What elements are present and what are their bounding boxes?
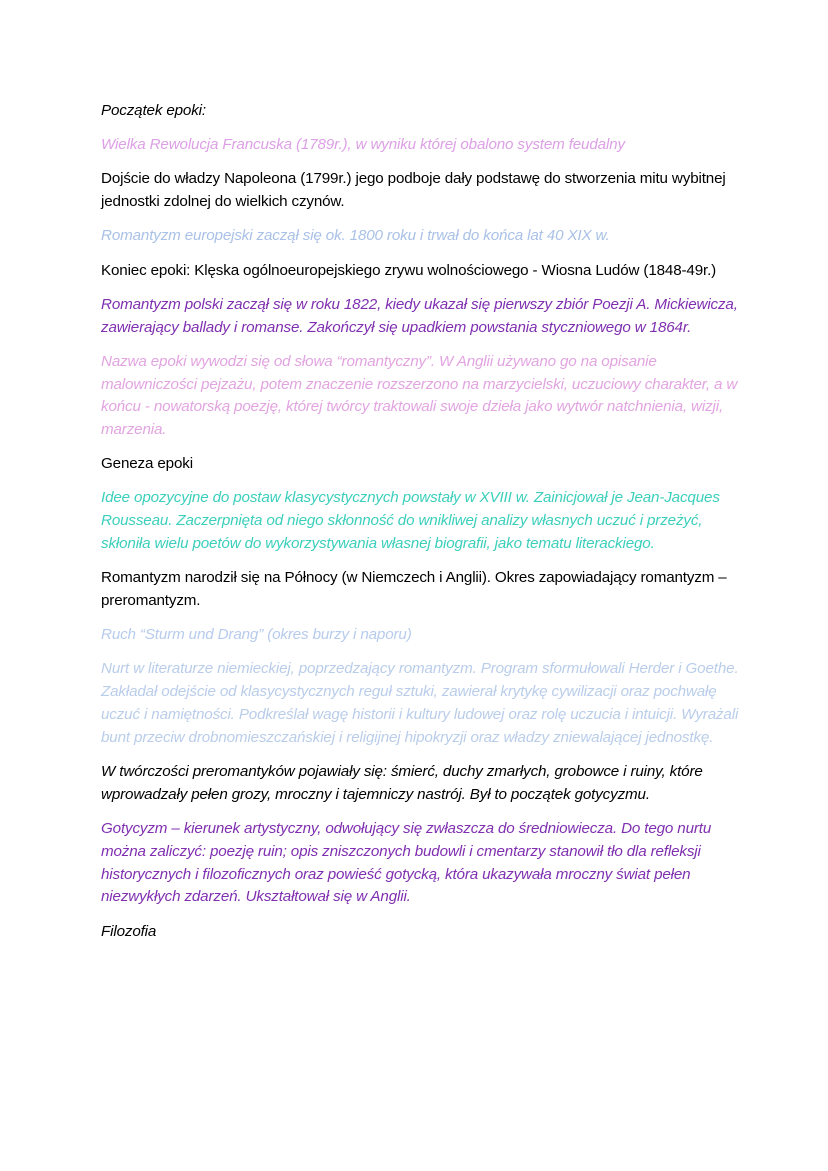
paragraph-nazwa-epoki: Nazwa epoki wywodzi się od słowa “romantyczny”. W Anglii używano go na opisanie malowniczości pejzażu, potem znaczenie rozszerzono na marzycielski, uczuciowy charakter, a w końcu - nowatorską poezję, której twórcy traktowali swoje dzieła jako wytwór natchnienia, wizji, marzenia. xyxy=(101,352,738,439)
paragraph-rewolucja: Wielka Rewolucja Francuska (1789r.), w wyniku której obalono system feudalny xyxy=(101,136,625,154)
paragraph-gotycyzm: Gotycyzm – kierunek artystyczny, odwołujący się zwłaszcza do średniowiecza. Do tego nurtu można zaliczyć: poezję ruin; opis zniszczonych budowli i cmentarzy stanowił tło dla refleksji historycznych i filozoficznych oraz powieść gotycką, która ukazywała mroczny świat pełen niezwykłych zdarzeń. Ukształtował się w Anglii. xyxy=(101,820,712,906)
paragraph-preromantycy: W twórczości preromantyków pojawiały się: śmierć, duchy zmarłych, grobowce i ruiny, które wprowadzały pełen grozy, mroczny i tajemniczy nastrój. Był to początek gotycyzmu. xyxy=(101,763,703,803)
document-page xyxy=(101,100,741,955)
paragraph-romantyzm-polski: Romantyzm polski zaczął się w roku 1822, kiedy ukazał się pierwszy zbiór Poezji A. Mickiewicza, zawierający ballady i romanse. Zakończył się upadkiem powstania styczniowego w 1864r. xyxy=(101,295,738,336)
heading-sturm-und-drang: Ruch “Sturm und Drang” (okres burzy i naporu) xyxy=(101,626,412,644)
paragraph-napoleon: Dojście do władzy Napoleona (1799r.) jego podboje dały podstawę do stworzenia mitu wybitnej jednostki zdolnej do wielkich czynów. xyxy=(101,170,726,211)
paragraph-idee-opozycyjne: Idee opozycyjne do postaw klasycystycznych powstały w XVIII w. Zainicjował je Jean-Jacques Rousseau. Zaczerpnięta od niego skłonność do wnikliwej analizy własnych uczuć i przeżyć, skłoniła wielu poetów do wykorzystywania własnej biografii, jako tematu literackiego. xyxy=(101,489,720,553)
paragraph-nurt-niemiecki: Nurt w literaturze niemieckiej, poprzedzający romantyzm. Program sformułowali Herder i Goethe. Zakładał odejście od klasycystycznych reguł sztuki, zawierał krytykę cywilizacji oraz pochwałę uczuć i namiętności. Podkreślał wagę historii i kultury ludowej oraz rolę uczucia i intuicji. Wyrażali bunt przeciw drobnomieszczańskiej i religijnej hipokryzji oraz władzy zniewalającej jednostkę. xyxy=(101,660,739,746)
heading-poczatek-epoki: Początek epoki: xyxy=(101,102,206,119)
paragraph-romantyzm-europejski: Romantyzm europejski zaczął się ok. 1800 roku i trwał do końca lat 40 XIX w. xyxy=(101,227,610,245)
heading-filozofia: Filozofia xyxy=(101,922,157,940)
heading-geneza-epoki: Geneza epoki xyxy=(101,455,193,473)
paragraph-romantyzm-narodzil: Romantyzm narodził się na Północy (w Niemczech i Anglii). Okres zapowiadający romantyzm – preromantyzm. xyxy=(101,569,727,610)
paragraph-koniec-epoki: Koniec epoki: Klęska ogólnoeuropejskiego zrywu wolnościowego - Wiosna Ludów (1848-49r.) xyxy=(101,261,717,279)
